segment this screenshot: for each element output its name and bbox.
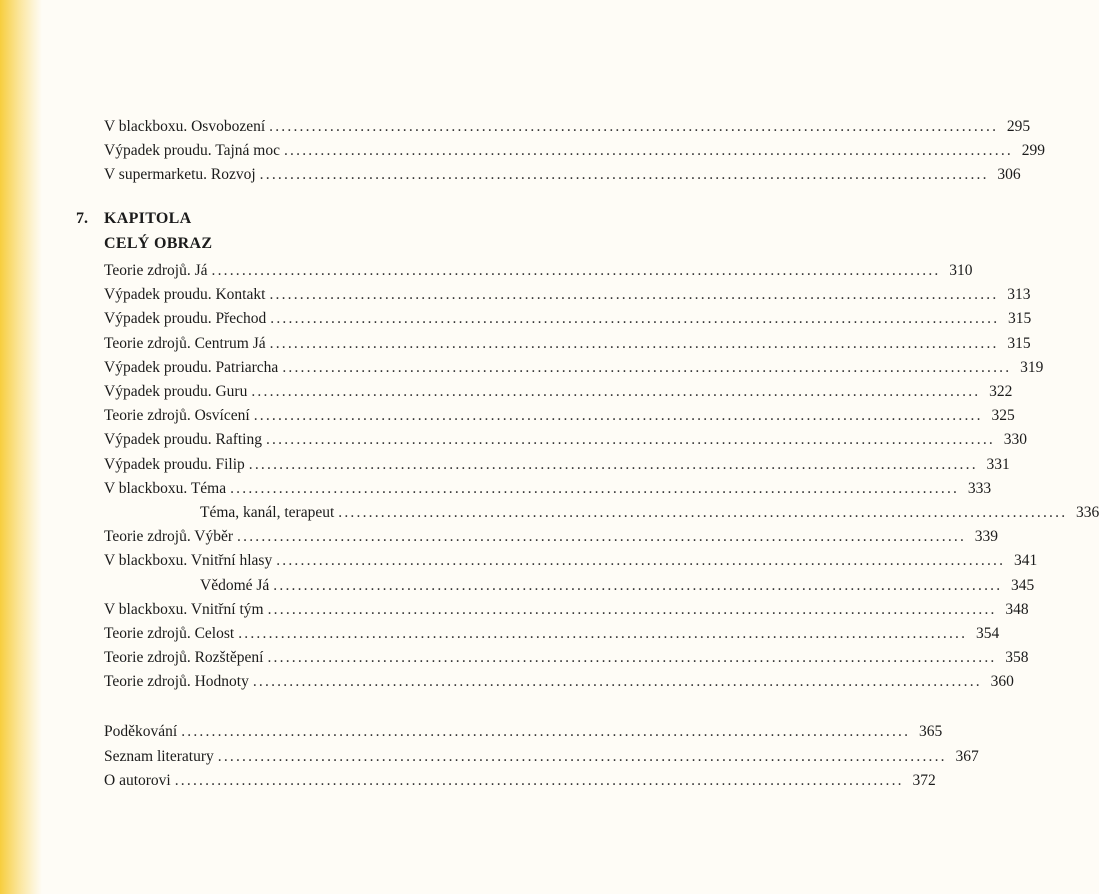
toc-entry xyxy=(104,357,1044,379)
dot-leader: ........................................................................................................................ xyxy=(181,723,911,740)
toc-entry xyxy=(104,140,1045,162)
toc-entry-title: Vědomé Já xyxy=(200,576,270,594)
toc-entry-page: 365 xyxy=(918,723,943,740)
toc-entry-title: Výpadek proudu. Patriarcha xyxy=(104,358,279,376)
toc-entry xyxy=(104,671,1014,693)
toc-entry-page: 336 xyxy=(1076,504,1099,521)
dot-leader: ........................................................................................................................ xyxy=(276,552,1006,570)
chapter-title: CELÝ OBRAZ xyxy=(104,235,213,252)
toc-entry-title: V blackboxu. Téma xyxy=(104,479,227,497)
toc-entry-page: 295 xyxy=(1006,118,1031,135)
toc-entry-title: Seznam literatury xyxy=(104,747,214,765)
toc-entry-page: 325 xyxy=(991,407,1015,425)
toc-entry-title: V blackboxu. Vnitřní tým xyxy=(104,600,264,618)
toc-entry xyxy=(200,575,1035,597)
toc-entry xyxy=(104,284,1031,306)
toc-entry xyxy=(104,746,979,768)
dot-leader: ........................................................................................................................ xyxy=(259,166,989,184)
dot-leader: ........................................................................................................................ xyxy=(230,479,960,497)
toc-entry-title: Teorie zdrojů. Osvícení xyxy=(104,407,250,425)
dot-leader: ........................................................................................................................ xyxy=(253,407,983,425)
toc-entry-title: Teorie zdrojů. Výběr xyxy=(104,528,234,546)
toc-entry xyxy=(104,599,1029,621)
toc-entry xyxy=(104,526,999,548)
toc-entry-page: 322 xyxy=(989,383,1013,400)
toc-entry xyxy=(104,770,936,792)
toc-entry-page: 341 xyxy=(1013,552,1038,570)
dot-leader: ........................................................................................................................ xyxy=(267,649,997,667)
toc-entry-page: 313 xyxy=(1007,286,1031,304)
toc-entry-page: 315 xyxy=(1008,310,1032,328)
toc-entry-page: 354 xyxy=(975,625,1000,642)
dot-leader: ........................................................................................................................ xyxy=(211,262,941,279)
toc-entry-page: 315 xyxy=(1007,334,1031,352)
toc-entry xyxy=(104,647,1029,669)
dot-leader: ........................................................................................................................ xyxy=(282,358,1012,376)
toc-entry-title: V blackboxu. Vnitřní hlasy xyxy=(104,552,273,570)
toc-entry xyxy=(104,550,1038,572)
toc-entry xyxy=(104,381,1013,403)
toc-entry-title: Teorie zdrojů. Rozštěpení xyxy=(104,649,264,667)
toc-entry-page: 310 xyxy=(949,262,973,279)
toc-entry xyxy=(104,478,992,500)
toc-entry-title: V blackboxu. Osvobození xyxy=(104,118,266,135)
toc-entry-page: 299 xyxy=(1021,142,1045,160)
toc-entry xyxy=(104,116,1031,138)
toc-entry xyxy=(104,405,1015,427)
toc-entry-page: 348 xyxy=(1005,600,1029,618)
toc-entry-title: Poděkování xyxy=(104,723,178,740)
toc-entry xyxy=(104,260,973,282)
toc-entry xyxy=(104,721,943,743)
toc-entry-page: 339 xyxy=(974,528,999,546)
toc-entry-title: O autorovi xyxy=(104,772,171,789)
toc-entry-page: 331 xyxy=(986,455,1010,473)
toc-entry-page: 345 xyxy=(1011,576,1035,594)
toc-entry xyxy=(104,429,1027,451)
toc-entry xyxy=(104,308,1032,330)
dot-leader: ........................................................................................................................ xyxy=(270,310,1000,328)
dot-leader: ........................................................................................................................ xyxy=(237,528,967,546)
toc-entry-title: Výpadek proudu. Kontakt xyxy=(104,286,266,304)
dot-leader: ........................................................................................................................ xyxy=(248,455,978,473)
toc-entry-title: Téma, kanál, terapeut xyxy=(200,504,335,521)
dot-leader: ........................................................................................................................ xyxy=(251,383,981,400)
dot-leader: ........................................................................................................................ xyxy=(269,118,999,135)
toc-entry-title: Výpadek proudu. Tajná moc xyxy=(104,142,280,160)
toc-entry-page: 330 xyxy=(1003,431,1027,449)
chapter-label: KAPITOLA xyxy=(104,210,192,227)
toc-entry-page: 319 xyxy=(1020,358,1044,376)
dot-leader: ........................................................................................................................ xyxy=(238,625,968,642)
toc-entry xyxy=(104,623,1000,645)
dot-leader: ........................................................................................................................ xyxy=(338,504,1068,521)
dot-leader: ........................................................................................................................ xyxy=(217,747,947,765)
toc-entry-title: V supermarketu. Rozvoj xyxy=(104,166,256,184)
toc-entry-page: 360 xyxy=(990,673,1014,691)
dot-leader: ........................................................................................................................ xyxy=(265,431,995,449)
toc-entry-title: Výpadek proudu. Rafting xyxy=(104,431,262,449)
dot-leader: ........................................................................................................................ xyxy=(252,673,982,691)
dot-leader: ........................................................................................................................ xyxy=(273,576,1003,594)
toc-entry-title: Teorie zdrojů. Centrum Já xyxy=(104,334,266,352)
toc-entry xyxy=(104,333,1031,355)
dot-leader: ........................................................................................................................ xyxy=(283,142,1013,160)
toc-entry-page: 372 xyxy=(912,772,936,789)
toc-entry-title: Výpadek proudu. Guru xyxy=(104,383,248,400)
dot-leader: ........................................................................................................................ xyxy=(269,286,999,304)
toc-entry-page: 306 xyxy=(997,166,1021,184)
toc-entry-page: 358 xyxy=(1005,649,1029,667)
chapter-number: 7. xyxy=(76,210,88,227)
toc-entry-title: Teorie zdrojů. Já xyxy=(104,262,208,279)
toc-entry xyxy=(104,454,1010,476)
toc-entry-title: Teorie zdrojů. Hodnoty xyxy=(104,673,249,691)
toc-entry xyxy=(200,502,1099,524)
toc-entry-title: Výpadek proudu. Filip xyxy=(104,455,245,473)
toc-entry xyxy=(104,164,1021,186)
dot-leader: ........................................................................................................................ xyxy=(267,600,997,618)
toc-entry-page: 367 xyxy=(955,747,979,765)
dot-leader: ........................................................................................................................ xyxy=(269,334,999,352)
toc-entry-title: Teorie zdrojů. Celost xyxy=(104,625,235,642)
dot-leader: ........................................................................................................................ xyxy=(174,772,904,789)
toc-entry-page: 333 xyxy=(967,479,992,497)
toc-entry-title: Výpadek proudu. Přechod xyxy=(104,310,267,328)
